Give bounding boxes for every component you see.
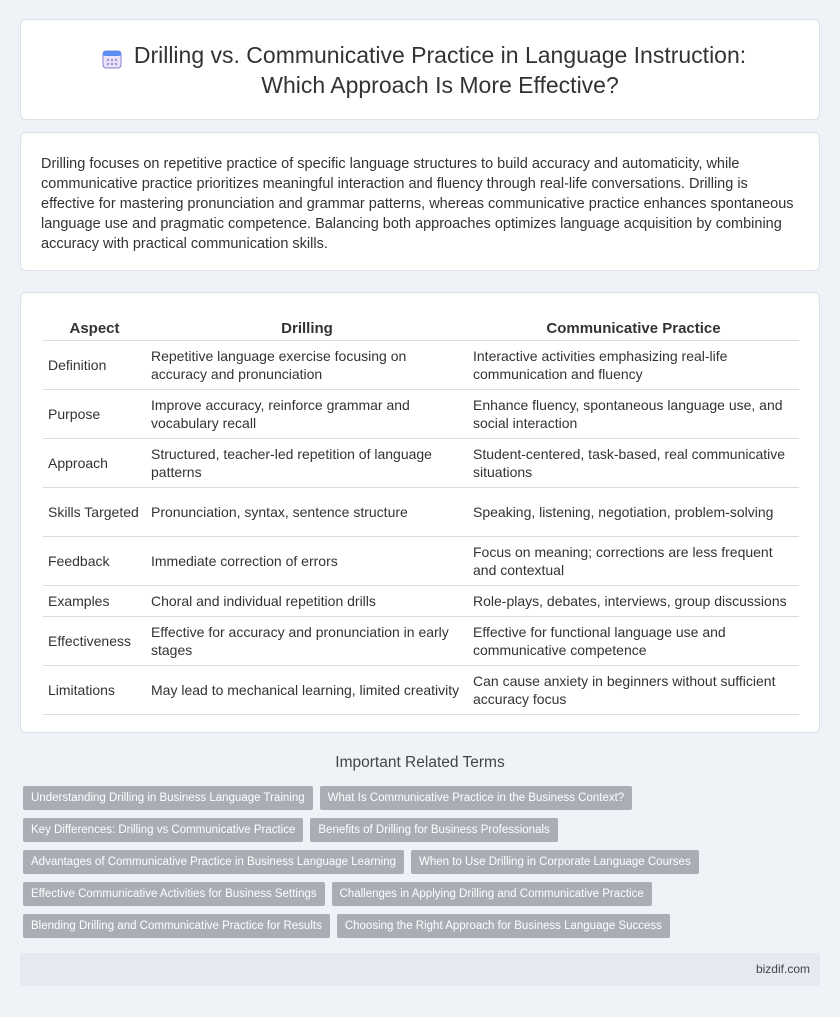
table-row [43, 438, 799, 487]
related-term-tag[interactable]: Benefits of Drilling for Business Professionals [310, 818, 557, 842]
row-communicative: Interactive activities emphasizing real-life communication and fluency [468, 340, 799, 389]
related-term-tag[interactable]: Understanding Drilling in Business Language Training [23, 786, 313, 810]
row-aspect: Limitations [43, 665, 146, 714]
row-drilling: Immediate correction of errors [146, 536, 468, 585]
row-aspect: Skills Targeted [43, 487, 146, 536]
row-drilling: Structured, teacher-led repetition of language patterns [146, 438, 468, 487]
row-communicative: Speaking, listening, negotiation, problem-solving [468, 487, 799, 536]
table-row [43, 536, 799, 585]
related-term-tag[interactable]: Effective Communicative Activities for Business Settings [23, 882, 325, 906]
table-row [43, 389, 799, 438]
related-term-tag[interactable]: Challenges in Applying Drilling and Communicative Practice [332, 882, 652, 906]
comparison-table [43, 314, 799, 715]
tag-row [23, 882, 823, 906]
tag-row [23, 850, 823, 874]
row-communicative: Can cause anxiety in beginners without sufficient accuracy focus [468, 665, 799, 714]
related-term-tag[interactable]: What Is Communicative Practice in the Business Context? [320, 786, 633, 810]
tag-row [23, 818, 823, 842]
row-drilling: Improve accuracy, reinforce grammar and vocabulary recall [146, 389, 468, 438]
related-term-tag[interactable]: When to Use Drilling in Corporate Language Courses [411, 850, 699, 874]
footer [20, 953, 820, 986]
header-card [20, 19, 820, 120]
row-aspect: Feedback [43, 536, 146, 585]
row-drilling: Effective for accuracy and pronunciation in early stages [146, 616, 468, 665]
tag-row [23, 914, 823, 938]
column-header-aspect: Aspect [43, 314, 146, 340]
table-row [43, 487, 799, 536]
table-row [43, 616, 799, 665]
row-communicative: Enhance fluency, spontaneous language use, and social interaction [468, 389, 799, 438]
row-aspect: Approach [43, 438, 146, 487]
row-aspect: Definition [43, 340, 146, 389]
table-row [43, 585, 799, 616]
row-aspect: Purpose [43, 389, 146, 438]
related-terms-heading: Important Related Terms [335, 754, 505, 771]
row-drilling: Repetitive language exercise focusing on accuracy and pronunciation [146, 340, 468, 389]
table-row [43, 340, 799, 389]
row-communicative: Effective for functional language use and communicative competence [468, 616, 799, 665]
row-communicative: Student-centered, task-based, real communicative situations [468, 438, 799, 487]
related-term-tag[interactable]: Blending Drilling and Communicative Practice for Results [23, 914, 330, 938]
table-header-row [43, 314, 799, 340]
table-row [43, 665, 799, 714]
intro-card [20, 132, 820, 271]
footer-brand-link[interactable]: bizdif.com [755, 962, 810, 976]
column-header-communicative: Communicative Practice [468, 314, 799, 340]
row-drilling: Pronunciation, syntax, sentence structure [146, 487, 468, 536]
related-term-tag[interactable]: Key Differences: Drilling vs Communicative Practice [23, 818, 303, 842]
row-drilling: May lead to mechanical learning, limited creativity [146, 665, 468, 714]
tag-row [23, 786, 823, 810]
row-communicative: Role-plays, debates, interviews, group discussions [468, 585, 799, 616]
related-terms-list [23, 786, 823, 946]
page-title: Drilling vs. Communicative Practice in Language Instruction: Which Approach Is More Effective? [133, 41, 747, 98]
intro-paragraph: Drilling focuses on repetitive practice of specific language structures to build accuracy and automaticity, while communicative practice prioritizes meaningful interaction and fluency through real-life conversations. Drilling is effective for mastering pronunciation and grammar patterns, whereas communicative practice enhances spontaneous language use and pragmatic competence. Balancing both approaches optimizes language acquisition by combining accuracy with practical communication skills. [41, 156, 794, 252]
row-drilling: Choral and individual repetition drills [146, 585, 468, 616]
related-term-tag[interactable]: Choosing the Right Approach for Business Language Success [337, 914, 670, 938]
related-term-tag[interactable]: Advantages of Communicative Practice in Business Language Learning [23, 850, 404, 874]
row-communicative: Focus on meaning; corrections are less frequent and contextual [468, 536, 799, 585]
comparison-table-card [20, 292, 820, 733]
row-aspect: Examples [43, 585, 146, 616]
column-header-drilling: Drilling [146, 314, 468, 340]
row-aspect: Effectiveness [43, 616, 146, 665]
